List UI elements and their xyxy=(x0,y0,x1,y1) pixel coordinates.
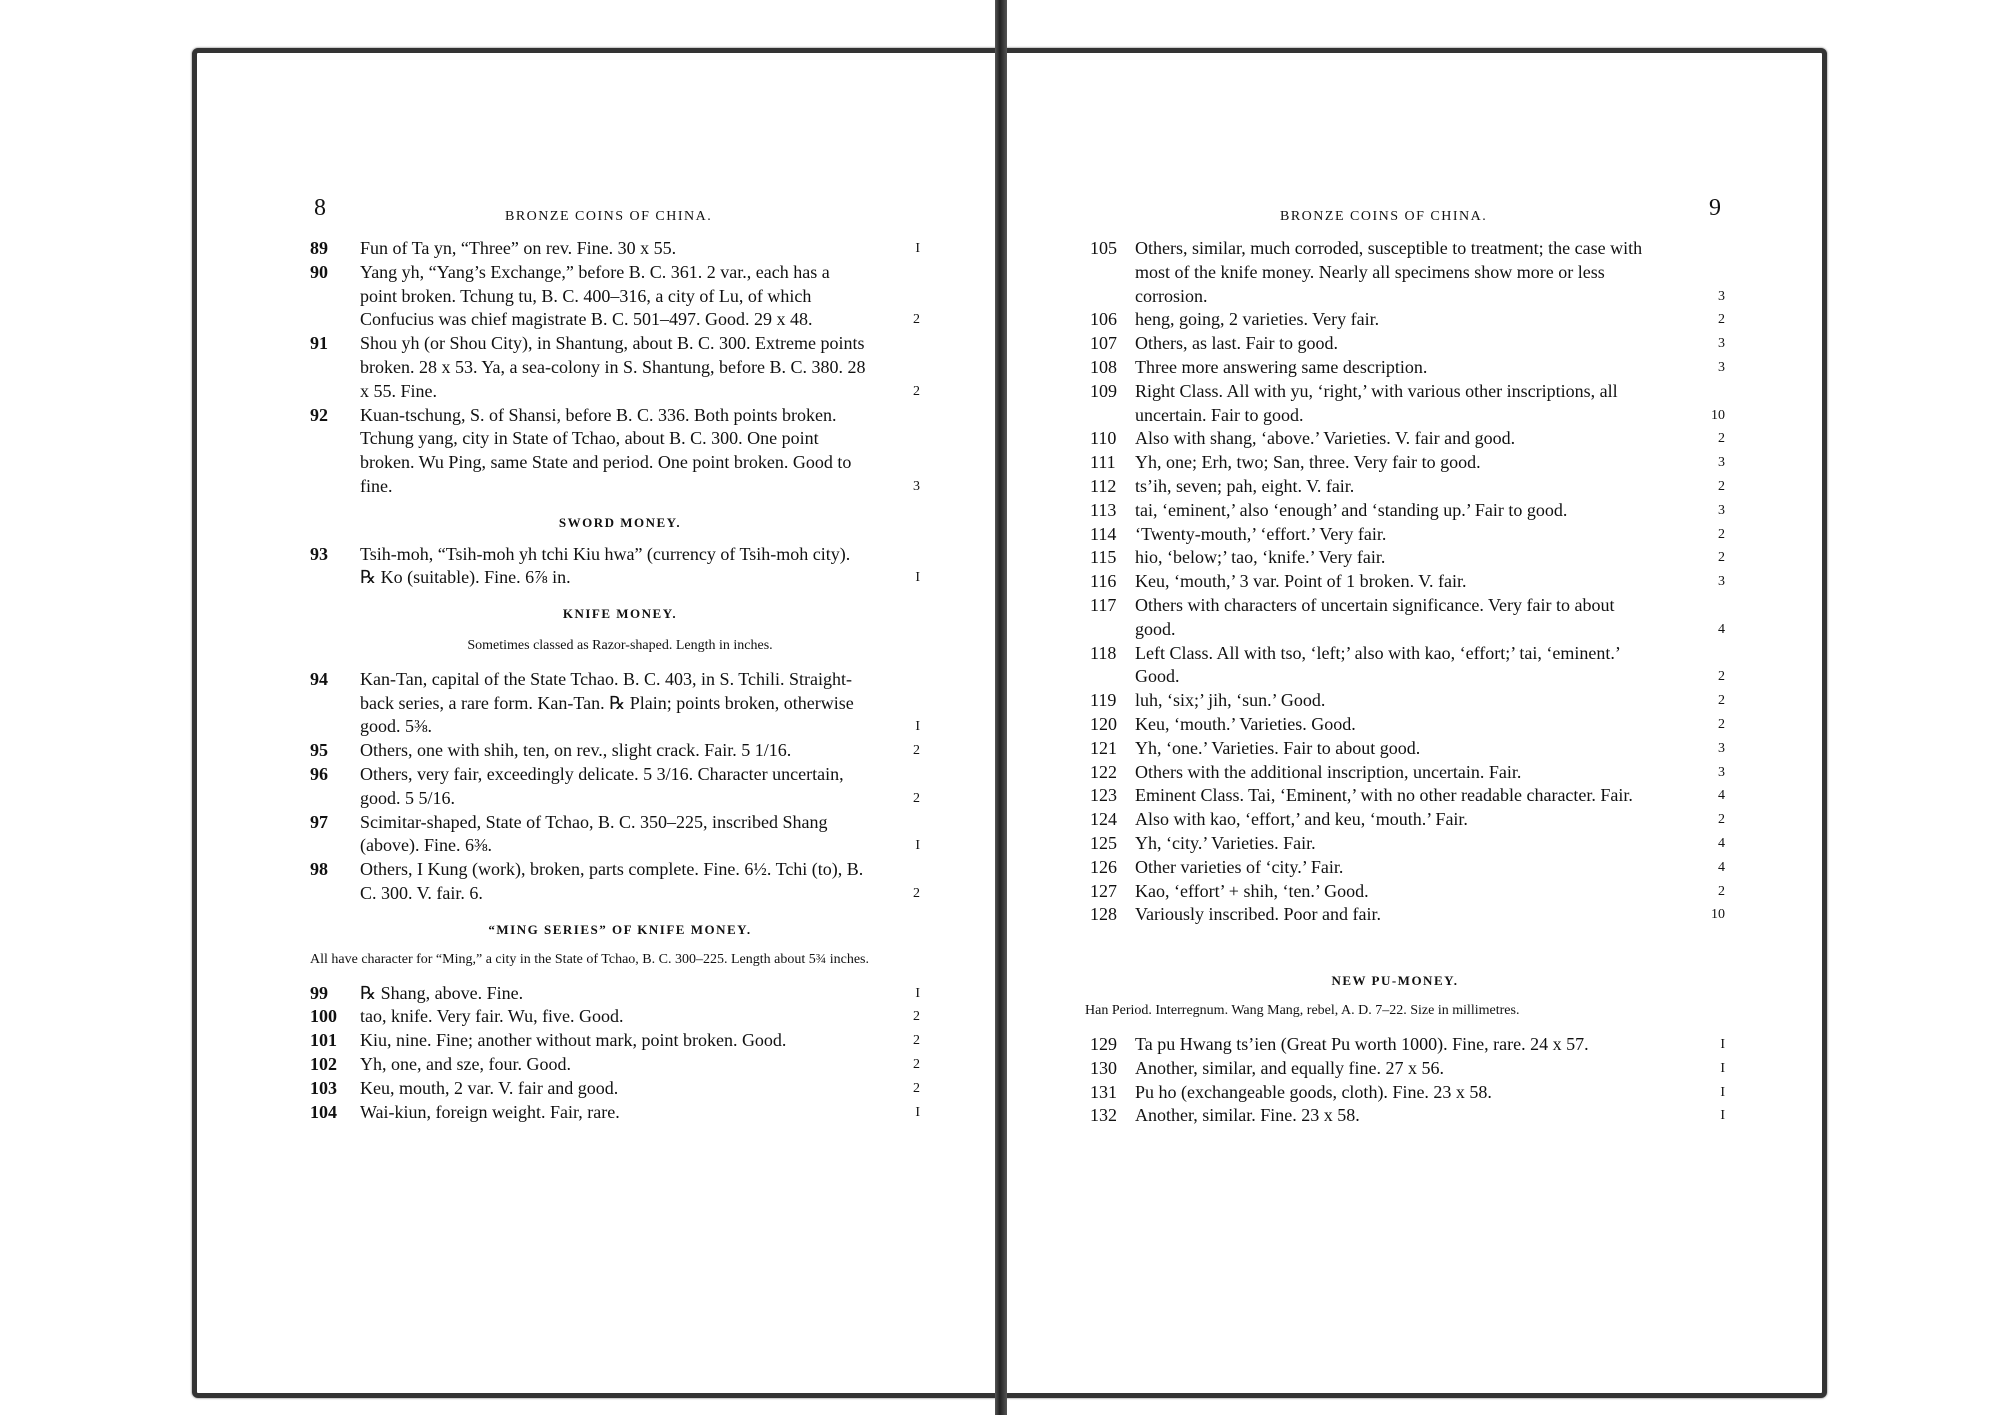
entry-text: Variously inscribed. Poor and fair. xyxy=(1135,904,1381,925)
list-item xyxy=(310,811,930,859)
list-item xyxy=(310,332,930,403)
entry-number: 111 xyxy=(1090,452,1116,473)
entry-text: Right Class. All with yu, ‘right,’ with various other inscriptions, all uncertain. Fair to good. xyxy=(1135,380,1618,425)
entry-quantity: 2 xyxy=(1718,812,1725,828)
entry-number: 119 xyxy=(1090,690,1117,711)
list-item xyxy=(1085,546,1725,570)
entry-text: luh, ‘six;’ jih, ‘sun.’ Good. xyxy=(1135,690,1326,711)
entry-number: 132 xyxy=(1090,1105,1117,1126)
entry-text: Yang yh, “Yang’s Exchange,” before B. C. 361. 2 var., each has a point broken. Tchung tu, B. C. 400–316, a city of Lu, of which Confucius was chief magistrate B. C. 501–497. Good. 29 x 48. xyxy=(360,261,830,330)
list-item xyxy=(1085,570,1725,594)
entry-text: Fun of Ta yn, “Three” on rev. Fine. 30 x 55. xyxy=(360,238,677,258)
entry-text: Tsih-moh, “Tsih-moh yh tchi Kiu hwa” (currency of Tsih-moh city). ℞ Ko (suitable). Fine. 6⅞ in. xyxy=(360,543,851,588)
entry-text: Also with kao, ‘effort,’ and keu, ‘mouth.’ Fair. xyxy=(1135,809,1468,830)
entry-quantity: I xyxy=(915,241,920,256)
entry-quantity: 2 xyxy=(1718,431,1725,447)
section-heading: “MING SERIES” OF KNIFE MONEY. xyxy=(488,921,752,937)
entry-number: 103 xyxy=(310,1077,337,1098)
entry-text: Kiu, nine. Fine; another without mark, point broken. Good. xyxy=(360,1030,787,1051)
entry-number: 100 xyxy=(310,1006,337,1027)
list-item xyxy=(1085,737,1725,761)
entry-text: Yh, ‘city.’ Varieties. Fair. xyxy=(1135,832,1316,853)
running-head: BRONZE COINS OF CHINA. xyxy=(505,209,713,224)
list-item xyxy=(310,858,930,906)
list-item xyxy=(1085,784,1725,808)
list-item xyxy=(310,237,930,261)
entry-number: 130 xyxy=(1090,1057,1117,1078)
entry-quantity: I xyxy=(1720,1084,1725,1100)
list-item xyxy=(1085,1057,1725,1081)
entry-number: 106 xyxy=(1090,309,1117,330)
list-item xyxy=(1085,642,1725,690)
entry-number: 127 xyxy=(1090,880,1117,901)
entry-number: 124 xyxy=(1090,809,1117,830)
entry-number: 113 xyxy=(1090,499,1117,520)
entry-quantity: 4 xyxy=(1718,788,1725,804)
entry-number: 93 xyxy=(310,543,328,564)
entry-quantity: 3 xyxy=(913,478,920,494)
entry-list xyxy=(310,237,930,499)
entry-quantity: 2 xyxy=(913,1080,920,1096)
entry-quantity: 3 xyxy=(1718,764,1725,780)
entry-number: 110 xyxy=(1090,428,1117,449)
entry-text: Keu, ‘mouth.’ Varieties. Good. xyxy=(1135,713,1356,734)
list-item xyxy=(310,1077,930,1101)
entry-quantity: 3 xyxy=(1718,502,1725,518)
entry-number: 118 xyxy=(1090,642,1117,663)
entry-text: Kao, ‘effort’ + shih, ‘ten.’ Good. xyxy=(1135,880,1369,901)
list-item xyxy=(1085,499,1725,523)
list-item xyxy=(310,1101,930,1125)
entry-text: heng, going, 2 varieties. Very fair. xyxy=(1135,309,1380,330)
entry-number: 90 xyxy=(310,261,328,282)
entry-quantity: 3 xyxy=(1718,336,1725,352)
entry-number: 96 xyxy=(310,763,328,784)
entry-text: Others, one with shih, ten, on rev., slight crack. Fair. 5 1/16. xyxy=(360,740,792,761)
entry-text: Others, similar, much corroded, susceptible to treatment; the case with most of the knife money. Nearly all specimens show more or less corrosion. xyxy=(1135,238,1643,306)
entry-text: Others with characters of uncertain significance. Very fair to about good. xyxy=(1135,594,1615,639)
list-item xyxy=(1085,475,1725,499)
entry-number: 92 xyxy=(310,404,328,425)
list-item xyxy=(1085,808,1725,832)
list-item xyxy=(310,543,930,591)
entry-quantity: 3 xyxy=(1718,359,1725,375)
page-number: 8 xyxy=(314,195,326,221)
entry-quantity: 3 xyxy=(1718,740,1725,756)
entry-text: ts’ih, seven; pah, eight. V. fair. xyxy=(1135,475,1355,496)
entry-number: 95 xyxy=(310,740,328,761)
entry-number: 102 xyxy=(310,1053,337,1074)
entry-number: 123 xyxy=(1090,785,1117,806)
entry-text: hio, ‘below;’ tao, ‘knife.’ Very fair. xyxy=(1135,547,1386,568)
entry-quantity: I xyxy=(1720,1060,1725,1076)
section-note: Sometimes classed as Razor-shaped. Length in inches. xyxy=(467,637,773,653)
entry-quantity: 3 xyxy=(1718,574,1725,590)
entry-text: Shou yh (or Shou City), in Shantung, about B. C. 300. Extreme points broken. 28 x 53. Ya, a sea-colony in S. Shantung, before B. C. 380. 28 x 55. Fine. xyxy=(360,333,866,401)
entry-number: 125 xyxy=(1090,832,1117,853)
list-item xyxy=(1085,903,1725,927)
entry-number: 98 xyxy=(310,859,328,880)
spacer xyxy=(1085,927,1705,957)
entry-text: Keu, mouth, 2 var. V. fair and good. xyxy=(360,1077,619,1098)
list-item xyxy=(1085,237,1725,308)
list-item xyxy=(310,1053,930,1077)
entry-number: 104 xyxy=(310,1101,337,1122)
entry-text: Yh, one, and sze, four. Good. xyxy=(360,1053,571,1074)
entry-list xyxy=(1085,1033,1725,1128)
entry-quantity: 2 xyxy=(913,1056,920,1072)
entry-quantity: I xyxy=(915,1104,920,1120)
entry-number: 117 xyxy=(1090,594,1117,615)
list-item xyxy=(310,763,930,811)
entry-text: Yh, one; Erh, two; San, three. Very fair to good. xyxy=(1135,452,1481,473)
entry-text: Keu, ‘mouth,’ 3 var. Point of 1 broken. V. fair. xyxy=(1135,571,1467,592)
entry-quantity: 2 xyxy=(913,312,920,328)
entry-quantity: I xyxy=(1720,1108,1725,1124)
entry-quantity: 2 xyxy=(1718,478,1725,494)
entry-quantity: 2 xyxy=(913,790,920,806)
entry-text: ‘Twenty-mouth,’ ‘effort.’ Very fair. xyxy=(1135,523,1387,544)
entry-list xyxy=(310,668,930,906)
entry-text: tai, ‘eminent,’ also ‘enough’ and ‘standing up.’ Fair to good. xyxy=(1135,499,1568,520)
entry-number: 108 xyxy=(1090,356,1117,377)
entry-quantity: 2 xyxy=(1718,883,1725,899)
entry-quantity: 2 xyxy=(1718,669,1725,685)
entry-text: Three more answering same description. xyxy=(1135,356,1428,377)
list-item xyxy=(1085,880,1725,904)
entry-text: Other varieties of ‘city.’ Fair. xyxy=(1135,856,1344,877)
entry-text: Wai-kiun, foreign weight. Fair, rare. xyxy=(360,1101,620,1122)
list-item xyxy=(1085,332,1725,356)
entry-number: 114 xyxy=(1090,523,1117,544)
entry-number: 109 xyxy=(1090,380,1117,401)
entry-number: 131 xyxy=(1090,1081,1117,1102)
entry-number: 116 xyxy=(1090,571,1117,592)
entry-number: 115 xyxy=(1090,547,1117,568)
entry-quantity: I xyxy=(1720,1036,1725,1052)
list-item xyxy=(310,982,930,1006)
entry-quantity: 2 xyxy=(1718,716,1725,732)
entry-number: 120 xyxy=(1090,713,1117,734)
entry-number: 122 xyxy=(1090,761,1117,782)
entry-quantity: 2 xyxy=(1718,312,1725,328)
section-heading: SWORD MONEY. xyxy=(558,514,682,530)
entry-quantity: 2 xyxy=(913,1033,920,1049)
list-item xyxy=(1085,1104,1725,1128)
entry-quantity: 2 xyxy=(1718,550,1725,566)
list-item xyxy=(310,668,930,739)
entry-number: 97 xyxy=(310,811,328,832)
left-page xyxy=(310,195,930,1124)
entry-text: Yh, ‘one.’ Varieties. Fair to about good. xyxy=(1135,737,1421,758)
list-item xyxy=(1085,427,1725,451)
entry-quantity: 3 xyxy=(1718,455,1725,471)
list-item xyxy=(1085,594,1725,642)
list-item xyxy=(1085,356,1725,380)
list-item xyxy=(1085,689,1725,713)
entry-quantity: 3 xyxy=(1718,288,1725,304)
entry-quantity: 2 xyxy=(1718,693,1725,709)
left-page-header xyxy=(310,195,930,237)
entry-quantity: 2 xyxy=(913,383,920,399)
page-number: 9 xyxy=(1709,195,1721,221)
list-item xyxy=(1085,523,1725,547)
entry-quantity: 10 xyxy=(1711,407,1725,423)
entry-list xyxy=(310,982,930,1125)
entry-number: 121 xyxy=(1090,737,1117,758)
section-heading: NEW PU-MONEY. xyxy=(1331,973,1459,989)
entry-number: 112 xyxy=(1090,475,1117,496)
entry-number: 101 xyxy=(310,1030,337,1051)
right-page-header xyxy=(1085,195,1721,237)
entry-text: Others, as last. Fair to good. xyxy=(1135,333,1338,354)
entry-quantity: I xyxy=(915,838,920,854)
entry-quantity: 2 xyxy=(913,885,920,901)
entry-number: 129 xyxy=(1090,1033,1117,1054)
entry-text: Others with the additional inscription, uncertain. Fair. xyxy=(1135,761,1522,782)
entry-text: Left Class. All with tso, ‘left;’ also with kao, ‘effort;’ tai, ‘eminent.’ Good. xyxy=(1135,642,1620,687)
book-gutter xyxy=(995,0,1007,1415)
entry-text: tao, knife. Very fair. Wu, five. Good. xyxy=(360,1006,624,1027)
entry-text: Also with shang, ‘above.’ Varieties. V. fair and good. xyxy=(1135,428,1516,449)
entry-quantity: 10 xyxy=(1711,907,1725,923)
entry-text: Ta pu Hwang ts’ien (Great Pu worth 1000). Fine, rare. 24 x 57. xyxy=(1135,1033,1589,1054)
entry-number: 126 xyxy=(1090,856,1117,877)
entry-number: 105 xyxy=(1090,238,1117,258)
entry-text: Scimitar-shaped, State of Tchao, B. C. 350–225, inscribed Shang (above). Fine. 6⅜. xyxy=(360,811,828,856)
entry-number: 99 xyxy=(310,982,328,1003)
section-note: All have character for “Ming,” a city in the State of Tchao, B. C. 300–225. Length about 5¾ inches. xyxy=(310,951,869,967)
running-head: BRONZE COINS OF CHINA. xyxy=(1280,209,1488,224)
entry-number: 94 xyxy=(310,668,328,689)
list-item xyxy=(310,261,930,332)
entry-text: Kuan-tschung, S. of Shansi, before B. C. 336. Both points broken. Tchung yang, city in State of Tchao, about B. C. 300. One point broken. Wu Ping, same State and period. One point broken. Good to fine. xyxy=(360,404,852,496)
right-page xyxy=(1085,195,1725,1128)
entry-text: Eminent Class. Tai, ‘Eminent,’ with no other readable character. Fair. xyxy=(1135,785,1633,806)
entry-text: Others, very fair, exceedingly delicate. 5 3/16. Character uncertain, good. 5 5/16. xyxy=(360,763,844,808)
entry-number: 128 xyxy=(1090,904,1117,925)
list-item xyxy=(1085,451,1725,475)
entry-quantity: I xyxy=(915,985,920,1001)
entry-text: Another, similar, and equally fine. 27 x 56. xyxy=(1135,1057,1444,1078)
entry-quantity: 4 xyxy=(1718,621,1725,637)
list-item xyxy=(1085,308,1725,332)
entry-quantity: 2 xyxy=(1718,526,1725,542)
list-item xyxy=(1085,761,1725,785)
list-item xyxy=(310,1029,930,1053)
list-item xyxy=(1085,832,1725,856)
entry-text: Others, I Kung (work), broken, parts complete. Fine. 6½. Tchi (to), B. C. 300. V. fair. 6. xyxy=(360,859,864,903)
entry-text: Kan-Tan, capital of the State Tchao. B. C. 403, in S. Tchili. Straight-back series, a rare form. Kan-Tan. ℞ Plain; points broken, otherwise good. 5⅜. xyxy=(360,668,854,737)
section-note: Han Period. Interregnum. Wang Mang, rebel, A. D. 7–22. Size in millimetres. xyxy=(1085,1002,1520,1018)
list-item xyxy=(310,404,930,499)
entry-quantity: 4 xyxy=(1718,859,1725,875)
list-item xyxy=(1085,713,1725,737)
list-item xyxy=(310,1005,930,1029)
entry-text: Pu ho (exchangeable goods, cloth). Fine. 23 x 58. xyxy=(1135,1081,1492,1102)
entry-quantity: I xyxy=(915,719,920,735)
list-item xyxy=(1085,380,1725,428)
list-item xyxy=(310,739,930,763)
entry-text: ℞ Shang, above. Fine. xyxy=(360,982,524,1003)
list-item xyxy=(1085,856,1725,880)
entry-list xyxy=(1085,237,1725,927)
entry-number: 89 xyxy=(310,238,328,258)
entry-quantity: I xyxy=(915,570,920,586)
entry-number: 107 xyxy=(1090,333,1117,354)
entry-number: 91 xyxy=(310,333,328,354)
entry-quantity: 4 xyxy=(1718,835,1725,851)
list-item xyxy=(1085,1081,1725,1105)
entry-quantity: 2 xyxy=(913,743,920,759)
list-item xyxy=(1085,1033,1725,1057)
section-heading: KNIFE MONEY. xyxy=(562,606,678,622)
entry-text: Another, similar. Fine. 23 x 58. xyxy=(1135,1105,1360,1126)
entry-quantity: 2 xyxy=(913,1009,920,1025)
